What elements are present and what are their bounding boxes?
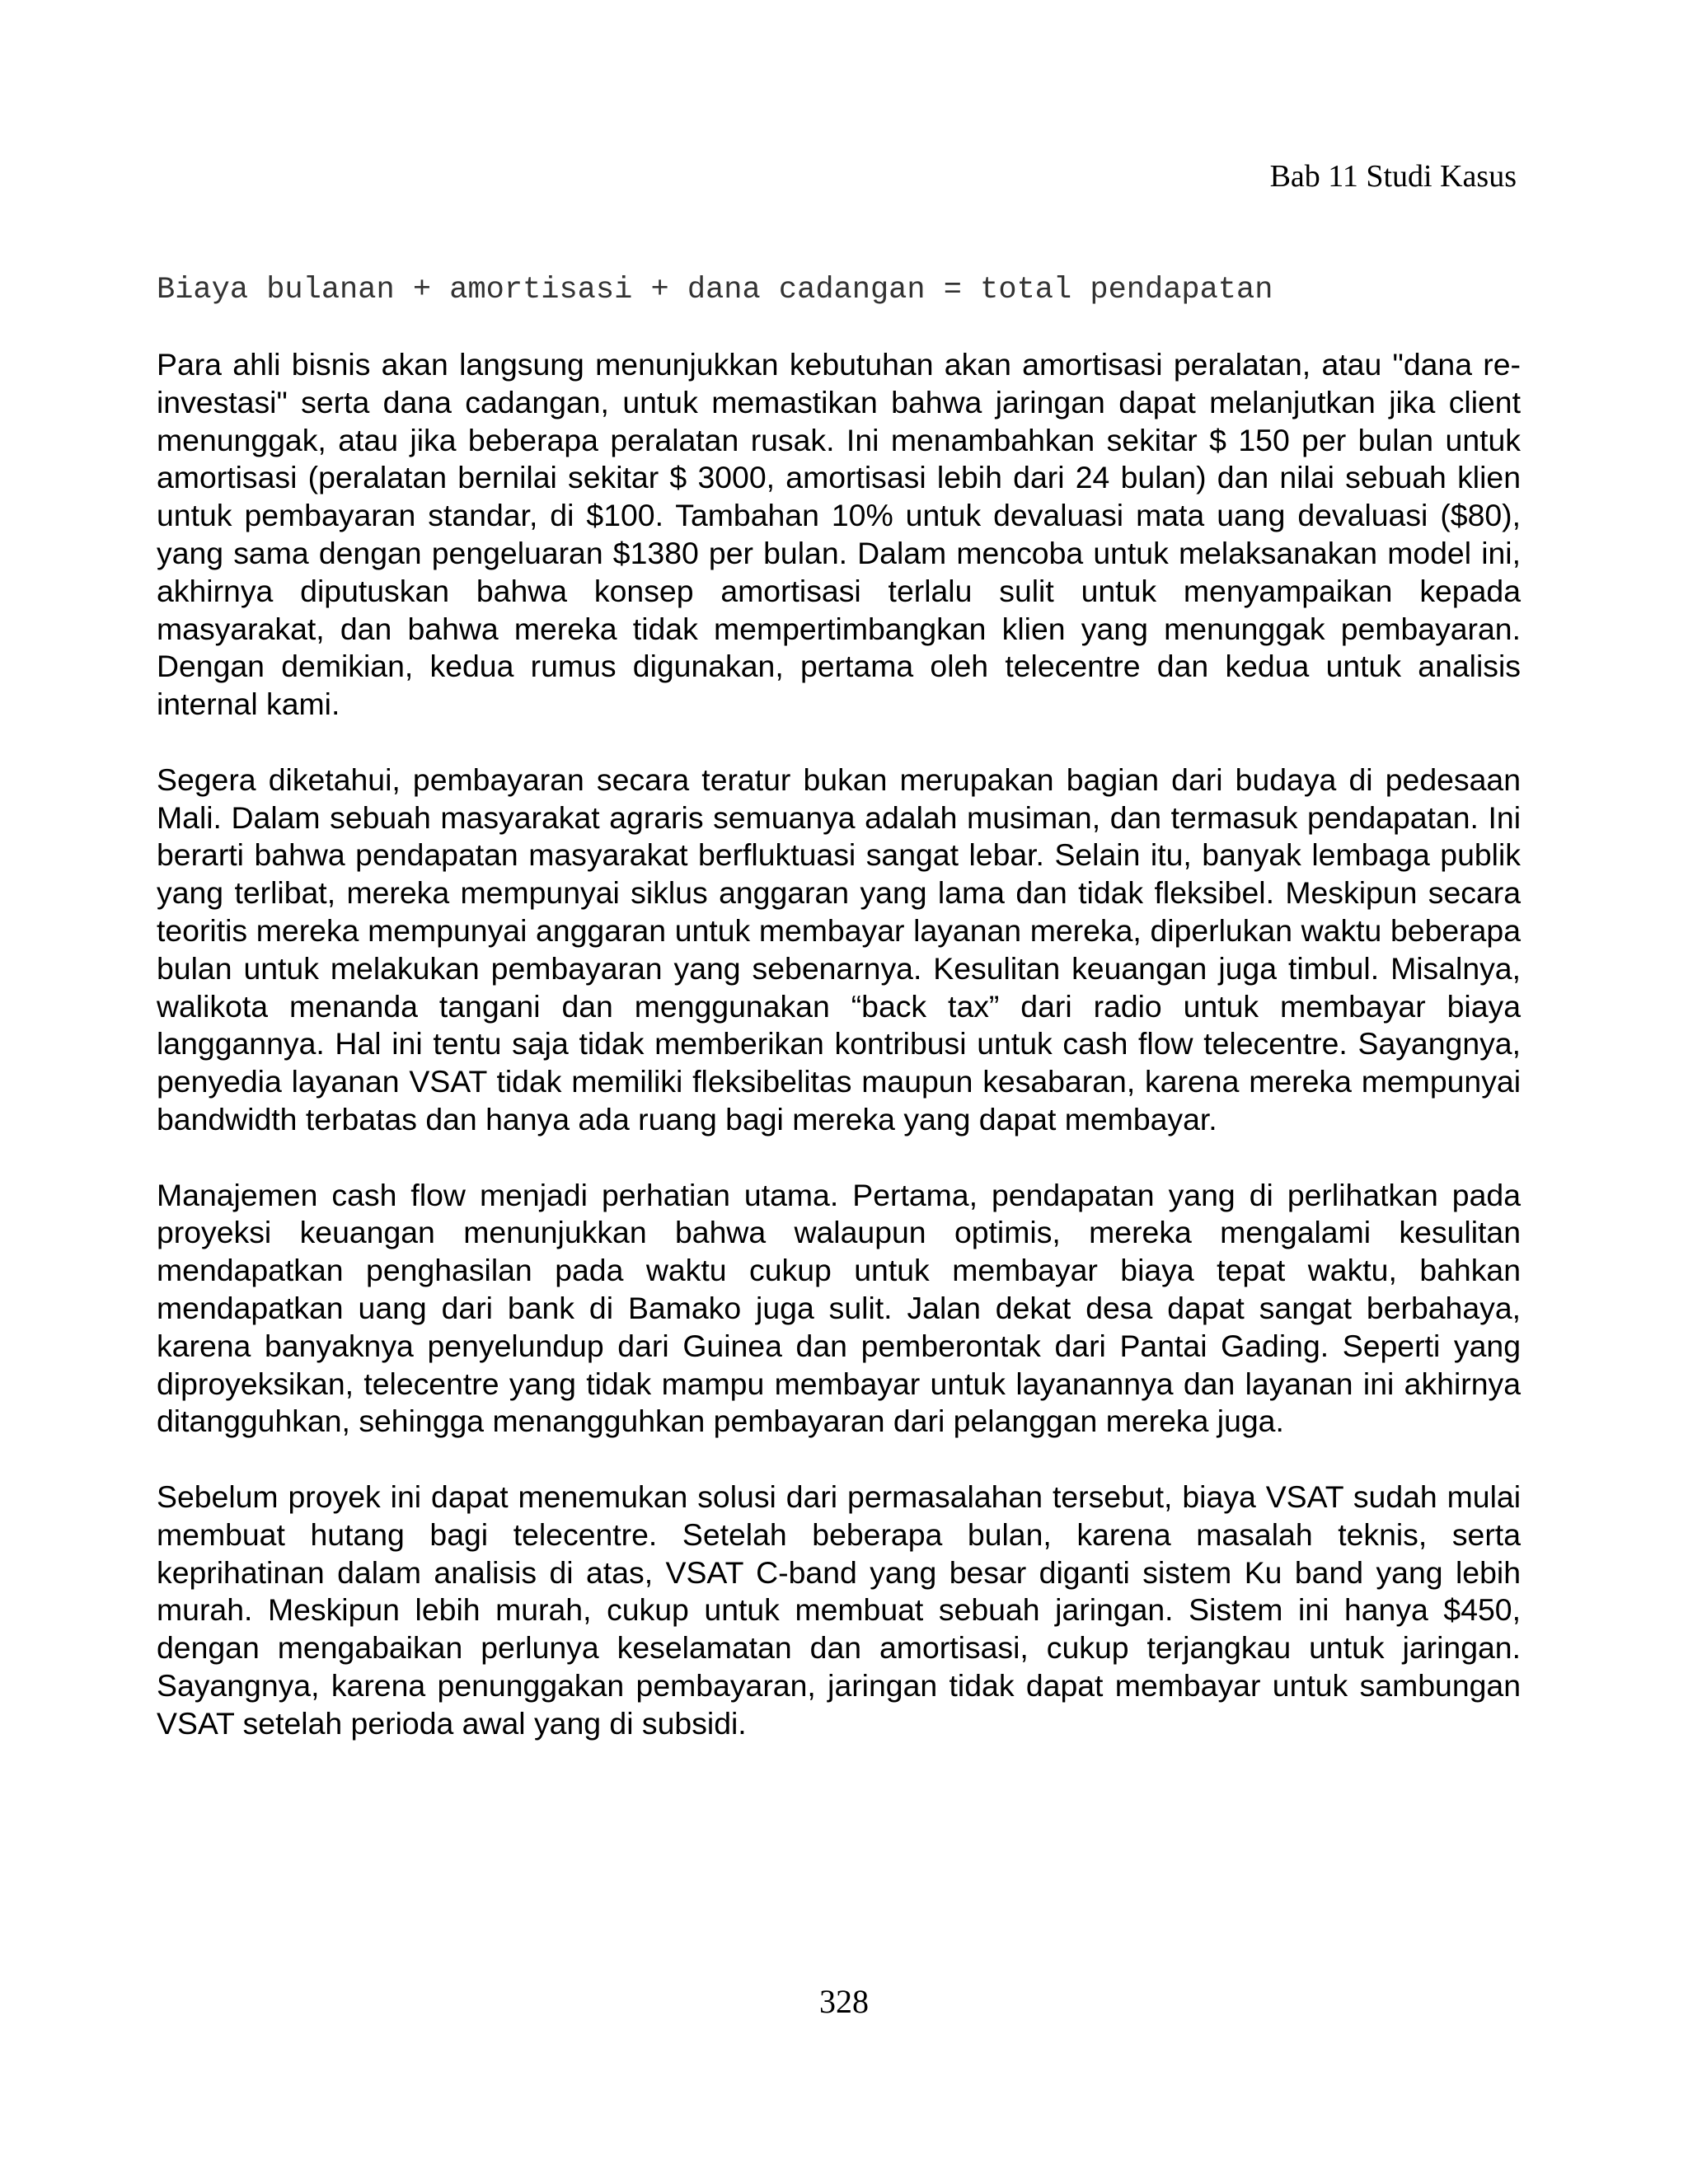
formula-line: Biaya bulanan + amortisasi + dana cadangan = total pendapatan: [157, 273, 1273, 307]
paragraph-vsat-debt: Sebelum proyek ini dapat menemukan solusi dari permasalahan tersebut, biaya VSAT sudah mulai membuat hutang bagi telecentre. Setelah beberapa bulan, karena masalah teknis, serta keprihatinan dalam analisis di atas, VSAT C-band yang besar diganti sistem Ku band yang lebih murah. Meskipun lebih murah, cukup untuk membuat sebuah jaringan. Sistem ini hanya $450, dengan mengabaikan perlunya keselamatan dan amortisasi, cukup terjangkau untuk jaringan. Sayangnya, karena penunggakan pembayaran, jaringan tidak dapat membayar untuk sambungan VSAT setelah perioda awal yang di subsidi.: [157, 1479, 1521, 1741]
paragraph-payment-culture: Segera diketahui, pembayaran secara teratur bukan merupakan bagian dari budaya di pedesaan Mali. Dalam sebuah masyarakat agraris semuanya adalah musiman, dan termasuk pendapatan. Ini berarti bahwa pendapatan masyarakat berfluktuasi sangat lebar. Selain itu, banyak lembaga publik yang terlibat, mereka mempunyai siklus anggaran yang lama dan tidak fleksibel. Meskipun secara teoritis mereka mempunyai anggaran untuk membayar layanan mereka, diperlukan waktu beberapa bulan untuk melakukan pembayaran yang sebenarnya. Kesulitan keuangan juga timbul. Misalnya, walikota menanda tangani dan menggunakan “back tax” dari radio untuk membayar biaya langgannya. Hal ini tentu saja tidak memberikan kontribusi untuk cash flow telecentre. Sayangnya, penyedia layanan VSAT tidak memiliki fleksibelitas maupun kesabaran, karena mereka mempunyai bandwidth terbatas dan hanya ada ruang bagi mereka yang dapat membayar.: [157, 762, 1521, 1137]
running-header: Bab 11 Studi Kasus: [1269, 159, 1517, 194]
paragraph-amortization: Para ahli bisnis akan langsung menunjukkan kebutuhan akan amortisasi peralatan, atau "dana re-investasi" serta dana cadangan, untuk memastikan bahwa jaringan dapat melanjutkan jika client menunggak, atau jika beberapa peralatan rusak. Ini menambahkan sekitar $ 150 per bulan untuk amortisasi (peralatan bernilai sekitar $ 3000, amortisasi lebih dari 24 bulan) dan nilai sebuah klien untuk pembayaran standar, di $100. Tambahan 10% untuk devaluasi mata uang devaluasi ($80), yang sama dengan pengeluaran $1380 per bulan. Dalam mencoba untuk melaksanakan model ini, akhirnya diputuskan bahwa konsep amortisasi terlalu sulit untuk menyampaikan kepada masyarakat, dan bahwa mereka tidak mempertimbangkan klien yang menunggak pembayaran. Dengan demikian, kedua rumus digunakan, pertama oleh telecentre dan kedua untuk analisis internal kami.: [157, 347, 1521, 722]
body-text: [157, 346, 1521, 1780]
paragraph-cash-flow: Manajemen cash flow menjadi perhatian utama. Pertama, pendapatan yang di perlihatkan pada proyeksi keuangan menunjukkan bahwa walaupun optimis, mereka mengalami kesulitan mendapatkan penghasilan pada waktu cukup untuk membayar biaya tepat waktu, bahkan mendapatkan uang dari bank di Bamako juga sulit. Jalan dekat desa dapat sangat berbahaya, karena banyaknya penyelundup dari Guinea dan pemberontak dari Pantai Gading. Seperti yang diproyeksikan, telecentre yang tidak mampu membayar untuk layanannya dan layanan ini akhirnya ditangguhkan, sehingga menangguhkan pembayaran dari pelanggan mereka juga.: [157, 1177, 1521, 1439]
page-number: 328: [819, 1983, 869, 2020]
